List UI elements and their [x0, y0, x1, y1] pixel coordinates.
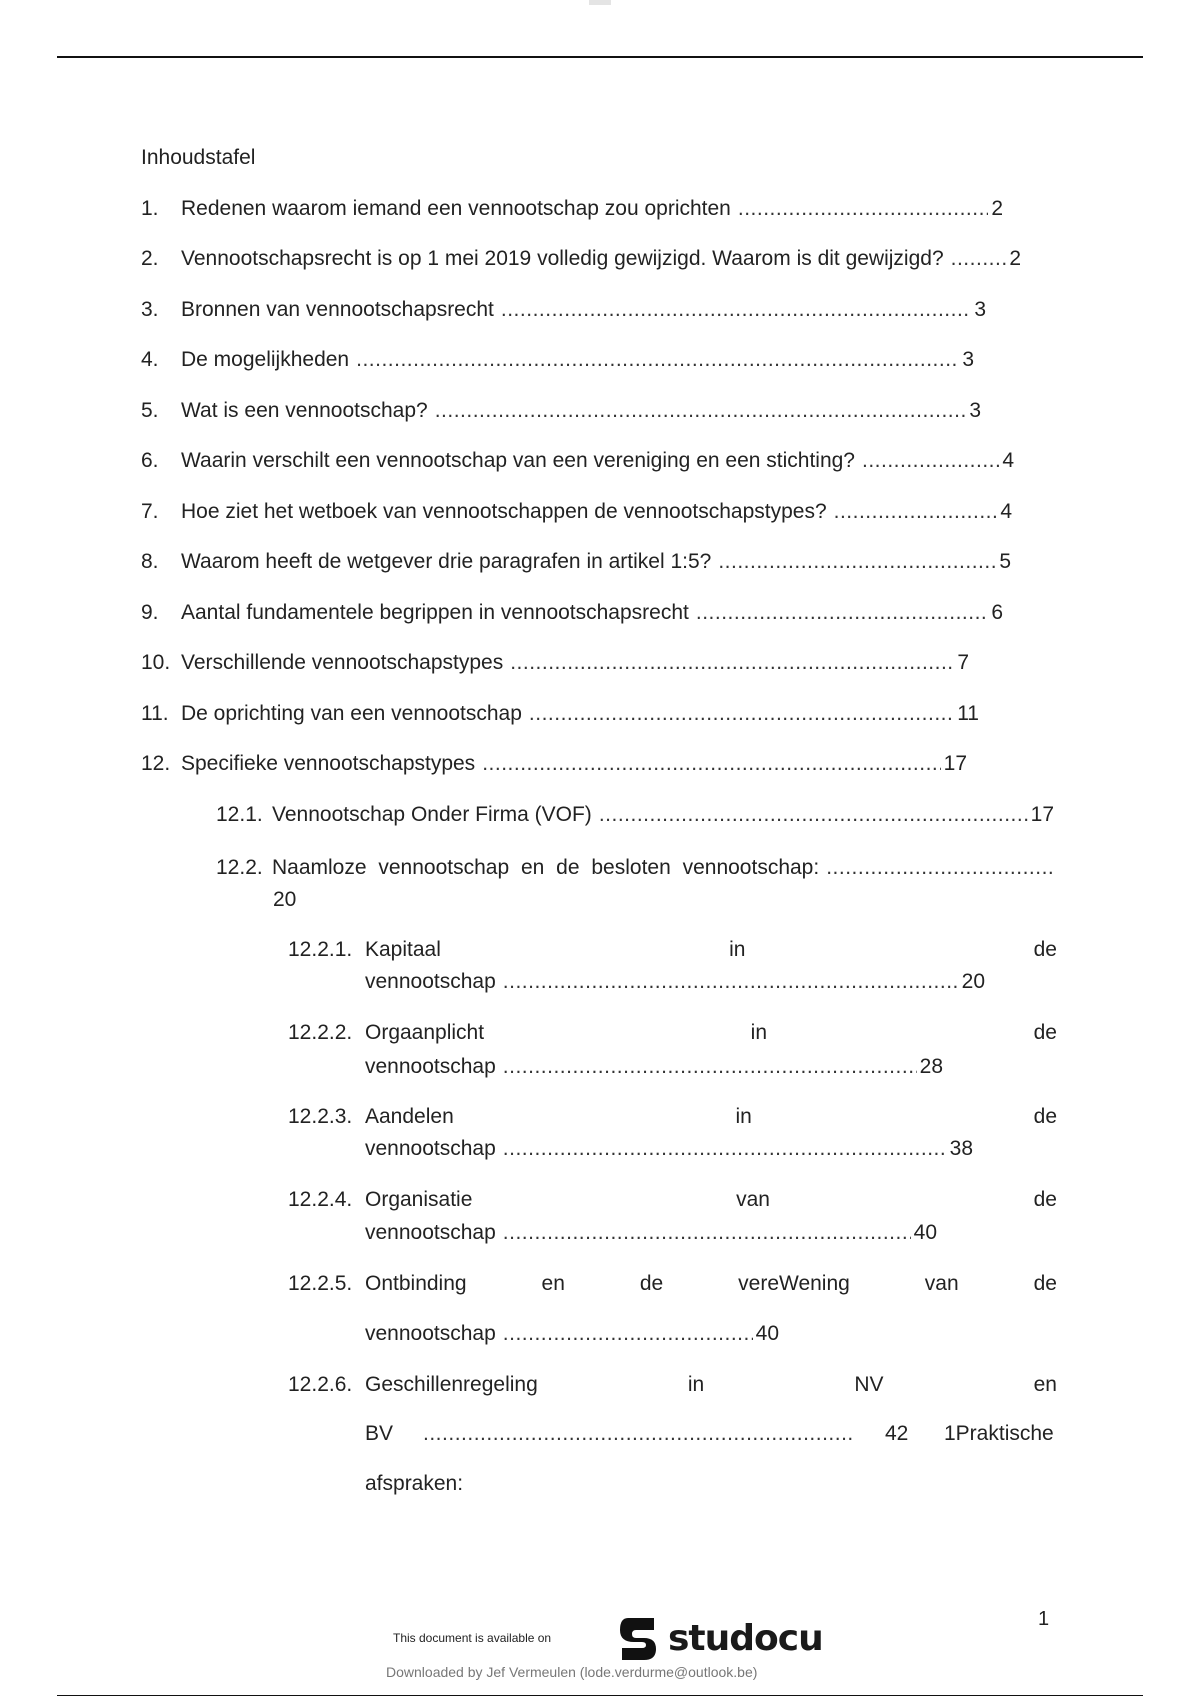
label-word: en — [1033, 1373, 1057, 1396]
toc-entry-continuation[interactable] — [365, 1220, 937, 1246]
label-word: in — [729, 938, 746, 961]
toc-entry-label: Vennootschap Onder Firma (VOF) — [272, 803, 592, 826]
toc-entry-number: 1. — [141, 197, 159, 220]
toc-entry-page: 38 — [949, 1137, 973, 1160]
toc-entry-number: 12.2.1. — [288, 938, 353, 961]
dot-leader — [862, 448, 999, 474]
dot-leader — [423, 1421, 853, 1447]
dot-leader — [738, 196, 988, 222]
toc-entry-label: Waarom heeft de wetgever drie paragrafen in artikel 1:5? — [181, 550, 712, 573]
toc-entry-number: 2. — [141, 247, 159, 270]
label-word: van — [736, 1188, 770, 1211]
toc-entry-page: 17 — [1030, 803, 1054, 826]
toc-entry[interactable] — [141, 549, 1011, 575]
label-word: en — [541, 1272, 565, 1295]
toc-entry-label: vennootschap — [365, 1221, 496, 1244]
dot-leader — [503, 1220, 911, 1246]
toc-entry-number: 12.2. — [216, 856, 263, 879]
toc-entry-label: Bronnen van vennootschapsrecht — [181, 298, 494, 321]
label-word: Kapitaal — [365, 938, 441, 961]
dot-leader — [826, 855, 1053, 881]
toc-entry-number: 12.2.6. — [288, 1373, 353, 1396]
label-word: in — [735, 1105, 752, 1128]
toc-entry-number: 3. — [141, 298, 159, 321]
label-word: in — [750, 1021, 768, 1044]
toc-entry-page: 4 — [1000, 500, 1012, 523]
toc-entry-continuation[interactable] — [365, 1321, 779, 1347]
page-top-marker — [589, 0, 611, 5]
toc-entry-number: 12. — [141, 752, 171, 775]
toc-entry-label: Naamloze vennootschap en de besloten vennootschap: — [272, 856, 820, 879]
toc-entry-label-line[interactable] — [365, 1271, 1057, 1297]
footer-rule — [57, 1695, 1143, 1696]
toc-subentry[interactable] — [216, 802, 1054, 828]
label-word: de — [1033, 1105, 1057, 1128]
label-word: de — [1033, 938, 1057, 961]
toc-entry-number: 6. — [141, 449, 159, 472]
toc-entry-label: afspraken: — [365, 1472, 464, 1495]
toc-entry-label: Hoe ziet het wetboek van vennootschappen de vennootschapstypes? — [181, 500, 827, 523]
toc-entry-page: 3 — [962, 348, 974, 371]
dot-leader — [503, 1054, 917, 1080]
label-word: Orgaanplicht — [365, 1021, 485, 1044]
label-word: de — [1033, 1272, 1057, 1295]
toc-entry-number: 9. — [141, 601, 159, 624]
toc-subentry[interactable] — [216, 855, 1056, 881]
dot-leader — [718, 549, 996, 575]
toc-entry[interactable] — [141, 751, 967, 777]
dot-leader — [951, 246, 1007, 272]
toc-entry-label: Specifieke vennootschapstypes — [181, 752, 476, 775]
label-word: de — [1033, 1188, 1057, 1211]
dot-leader — [482, 751, 940, 777]
toc-entry-label: vennootschap — [365, 1322, 496, 1345]
toc-entry-page: 2 — [1009, 247, 1021, 270]
label-word: NV — [854, 1373, 884, 1396]
toc-entry[interactable] — [141, 499, 1012, 525]
label-word: Aandelen — [365, 1105, 454, 1128]
toc-entry[interactable] — [141, 196, 1003, 222]
toc-entry[interactable] — [141, 398, 981, 424]
toc-entry-page: 2 — [991, 197, 1003, 220]
label-word: van — [924, 1272, 959, 1295]
downloaded-by-text: Downloaded by Jef Vermeulen (lode.verdurme@outlook.be) — [386, 1664, 758, 1680]
toc-entry-number: 12.2.5. — [288, 1272, 353, 1295]
dot-leader — [435, 398, 967, 424]
toc-entry-page: 3 — [969, 399, 981, 422]
label-word: vereWening — [738, 1272, 850, 1295]
toc-entry-page: 42 — [885, 1422, 909, 1445]
toc-entry[interactable] — [141, 650, 969, 676]
toc-entry-page: 40 — [755, 1322, 779, 1345]
dot-leader — [696, 600, 988, 626]
toc-entry-label-line[interactable] — [365, 937, 1057, 963]
toc-entry-page: 40 — [913, 1221, 937, 1244]
studocu-wordmark: studocu — [668, 1617, 823, 1659]
toc-entry-number: 7. — [141, 500, 159, 523]
toc-entry-page: 4 — [1002, 449, 1014, 472]
toc-entry-tail-text: 1Praktische — [944, 1422, 1054, 1445]
toc-entry-page: 5 — [999, 550, 1011, 573]
toc-entry-label: vennootschap — [365, 1055, 496, 1078]
toc-entry-continuation[interactable] — [365, 1054, 943, 1080]
label-word: Organisatie — [365, 1188, 473, 1211]
toc-entry-page: 11 — [957, 702, 979, 725]
toc-entry-label: Redenen waarom iemand een vennootschap zou oprichten — [181, 197, 731, 220]
dot-leader — [503, 1321, 753, 1347]
page-number: 1 — [1038, 1608, 1050, 1630]
label-word: de — [639, 1272, 664, 1295]
toc-entry[interactable] — [141, 246, 1021, 272]
toc-entry-label: Vennootschapsrecht is op 1 mei 2019 volledig gewijzigd. Waarom is dit gewijzigd? — [181, 247, 944, 270]
toc-entry-number: 12.1. — [216, 803, 263, 826]
toc-entry-label: Verschillende vennootschapstypes — [181, 651, 504, 674]
toc-title: Inhoudstafel — [141, 146, 256, 169]
toc-entry-number: 12.2.2. — [288, 1021, 353, 1044]
label-word: de — [1033, 1021, 1057, 1044]
dot-leader — [503, 1136, 947, 1162]
toc-entry-number: 11. — [141, 702, 169, 725]
toc-entry-page: 28 — [919, 1055, 943, 1078]
toc-entry-label: vennootschap — [365, 970, 496, 993]
studocu-logo[interactable] — [614, 1613, 823, 1663]
dot-leader — [356, 347, 959, 373]
dot-leader — [599, 802, 1028, 828]
toc-entry-label: De oprichting van een vennootschap — [181, 702, 522, 725]
dot-leader — [503, 969, 959, 995]
available-on-text: This document is available on — [393, 1631, 552, 1645]
toc-entry-number: 12.2.3. — [288, 1105, 353, 1128]
studocu-logo-icon — [614, 1614, 662, 1662]
dot-leader — [529, 701, 954, 727]
toc-entry-label-line[interactable] — [365, 1104, 1057, 1130]
toc-entry[interactable] — [141, 701, 979, 727]
toc-entry-page: 7 — [957, 651, 969, 674]
toc-entry-label: Wat is een vennootschap? — [181, 399, 428, 422]
toc-entry-page: 20 — [273, 888, 297, 911]
toc-entry-label-line[interactable] — [365, 1187, 1057, 1213]
toc-entry-continuation[interactable] — [365, 1136, 973, 1162]
toc-entry-label: De mogelijkheden — [181, 348, 350, 371]
toc-entry-label: Aantal fundamentele begrippen in vennootschapsrecht — [181, 601, 689, 624]
toc-entry-number: 10. — [141, 651, 171, 674]
toc-entry-label: BV — [365, 1422, 394, 1445]
toc-entry-page: 17 — [943, 752, 967, 775]
toc-entry-label-line[interactable] — [365, 1020, 1057, 1046]
label-word: Ontbinding — [365, 1272, 467, 1295]
toc-entry[interactable] — [141, 600, 1003, 626]
toc-entry-continuation[interactable] — [365, 1421, 859, 1447]
dot-leader — [510, 650, 954, 676]
header-rule — [57, 56, 1143, 58]
toc-entry[interactable] — [141, 448, 1014, 474]
toc-entry-page: 3 — [974, 298, 986, 321]
toc-entry-label: Waarin verschilt een vennootschap van een vereniging en een stichting? — [181, 449, 855, 472]
toc-entry-number: 12.2.4. — [288, 1188, 353, 1211]
toc-entry[interactable] — [141, 347, 974, 373]
toc-entry-number: 8. — [141, 550, 159, 573]
dot-leader — [834, 499, 998, 525]
toc-entry-label: vennootschap — [365, 1137, 496, 1160]
toc-entry[interactable] — [141, 297, 986, 323]
toc-entry-number: 5. — [141, 399, 159, 422]
label-word: in — [687, 1373, 705, 1396]
label-word: Geschillenregeling — [365, 1373, 538, 1396]
toc-entry-page: 6 — [991, 601, 1003, 624]
toc-entry-number: 4. — [141, 348, 159, 371]
toc-entry-page: 20 — [961, 970, 985, 993]
toc-entry-continuation[interactable] — [365, 969, 985, 995]
dot-leader — [501, 297, 971, 323]
toc-entry-label-line[interactable] — [365, 1372, 1057, 1398]
